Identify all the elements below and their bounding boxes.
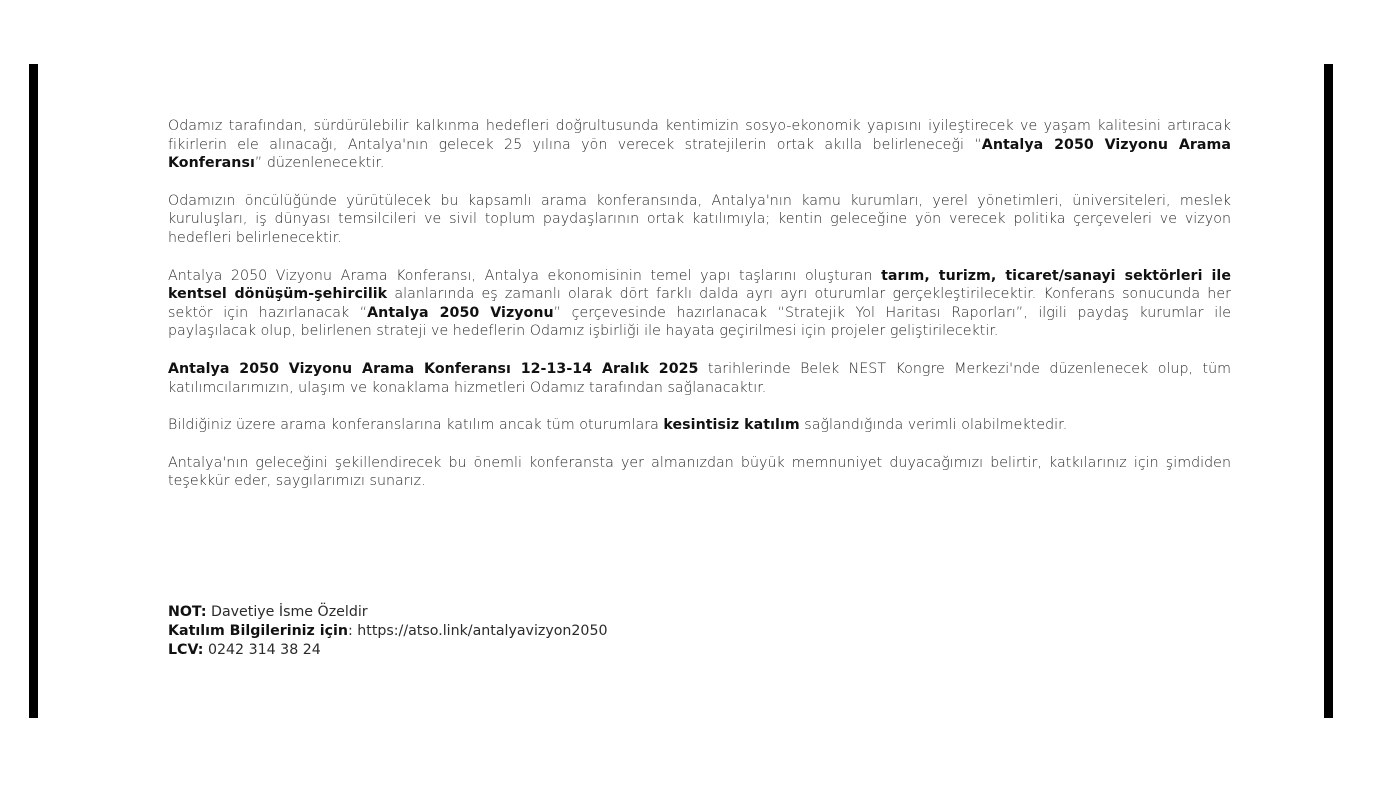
- note-value: Davetiye İsme Özeldir: [206, 604, 368, 620]
- paragraph-text: ” çerçevesinde hazırlanacak “Stratejik Yol Haritası Raporları”, ilgili paydaş kurumlar ile paylaşılacak olup, belirlenen strateji ve hedeflerin Odamız işbirliği ile hayata geçirilmesi için projeler geliştirilecektir.: [168, 304, 1231, 340]
- paragraph-participants: [168, 192, 1231, 248]
- paragraph-attendance: [168, 416, 1231, 435]
- paragraph-sectors: [168, 267, 1231, 341]
- lcv-phone: 0242 314 38 24: [203, 642, 321, 658]
- paragraph-text: Odamız tarafından, sürdürülebilir kalkınma hedefleri doğrultusunda kentimizin sosyo-ekonomik yapısını iyileştirecek ve yaşam kalitesini artıracak fikirlerin ele alınacağı, Antalya'nın gelecek 25 yılına yön verecek stratejilerin ortak akılla belirleneceği “: [168, 118, 1231, 153]
- paragraph-text: Bildiğiniz üzere arama konferanslarına katılım ancak tüm oturumlara: [168, 417, 664, 434]
- participation-info-label: Katılım Bilgileriniz için: [168, 623, 348, 639]
- left-border-bar: [29, 64, 38, 718]
- paragraph-date-venue: [168, 360, 1231, 397]
- participation-link[interactable]: : https://atso.link/antalyavizyon2050: [347, 623, 608, 639]
- vision-bold: Antalya 2050 Vizyonu: [367, 304, 554, 321]
- note-row: [168, 603, 608, 622]
- invitation-footer: [168, 603, 608, 660]
- paragraph-text: Odamızın öncülüğünde yürütülecek bu kapsamlı arama konferansında, Antalya'nın kamu kurumları, yerel yönetimleri, üniversiteleri, meslek kuruluşları, iş dünyası temsilcileri ve sivil toplum paydaşlarının ortak katılımıyla; kentin geleceğine yön verecek politika çerçeveleri ve vizyon hedefleri belirlenecektir.: [168, 192, 1231, 246]
- paragraph-text: Antalya 2050 Vizyonu Arama Konferansı, Antalya ekonomisinin temel yapı taşlarını oluşturan: [168, 267, 882, 284]
- invitation-body: [168, 117, 1231, 510]
- lcv-row: [168, 641, 608, 660]
- continuous-attendance-bold: kesintisiz katılım: [663, 417, 800, 434]
- paragraph-intro: [168, 117, 1231, 173]
- sectors-bold: tarım, turizm, ticaret/sanayi sektörleri ile kentsel dönüşüm-şehircilik: [168, 267, 1231, 303]
- paragraph-text: Antalya'nın geleceğini şekillendirecek bu önemli konferansta yer almanızdan büyük memnuniyet duyacağımızı belirtir, katkılarınız için şimdiden teşekkür eder, saygılarımızı sunarız.: [168, 454, 1231, 490]
- paragraph-text: ” düzenlenecektir.: [254, 155, 385, 172]
- paragraph-closing: [168, 454, 1231, 491]
- paragraph-text: sağlandığında verimli olabilmektedir.: [799, 417, 1068, 434]
- lcv-label: LCV:: [168, 642, 204, 658]
- right-border-bar: [1324, 64, 1333, 718]
- paragraph-text: tarihlerinde Belek NEST Kongre Merkezi'nde düzenlenecek olup, tüm katılımcılarımızın, ulaşım ve konaklama hizmetleri Odamız tarafından sağlanacaktır.: [168, 360, 1232, 396]
- conference-date-bold: Antalya 2050 Vizyonu Arama Konferansı 12-13-14 Aralık 2025: [168, 360, 699, 377]
- conference-name-bold: Antalya 2050 Vizyonu Arama Konferansı: [168, 136, 1231, 172]
- participation-info-row: [168, 622, 608, 641]
- note-label: NOT:: [168, 604, 207, 620]
- paragraph-text: alanlarında eş zamanlı olarak dört farklı dalda ayrı ayrı oturumlar gerçekleştirilecektir. Konferans sonucunda her sektör için hazırlanacak “: [168, 286, 1231, 321]
